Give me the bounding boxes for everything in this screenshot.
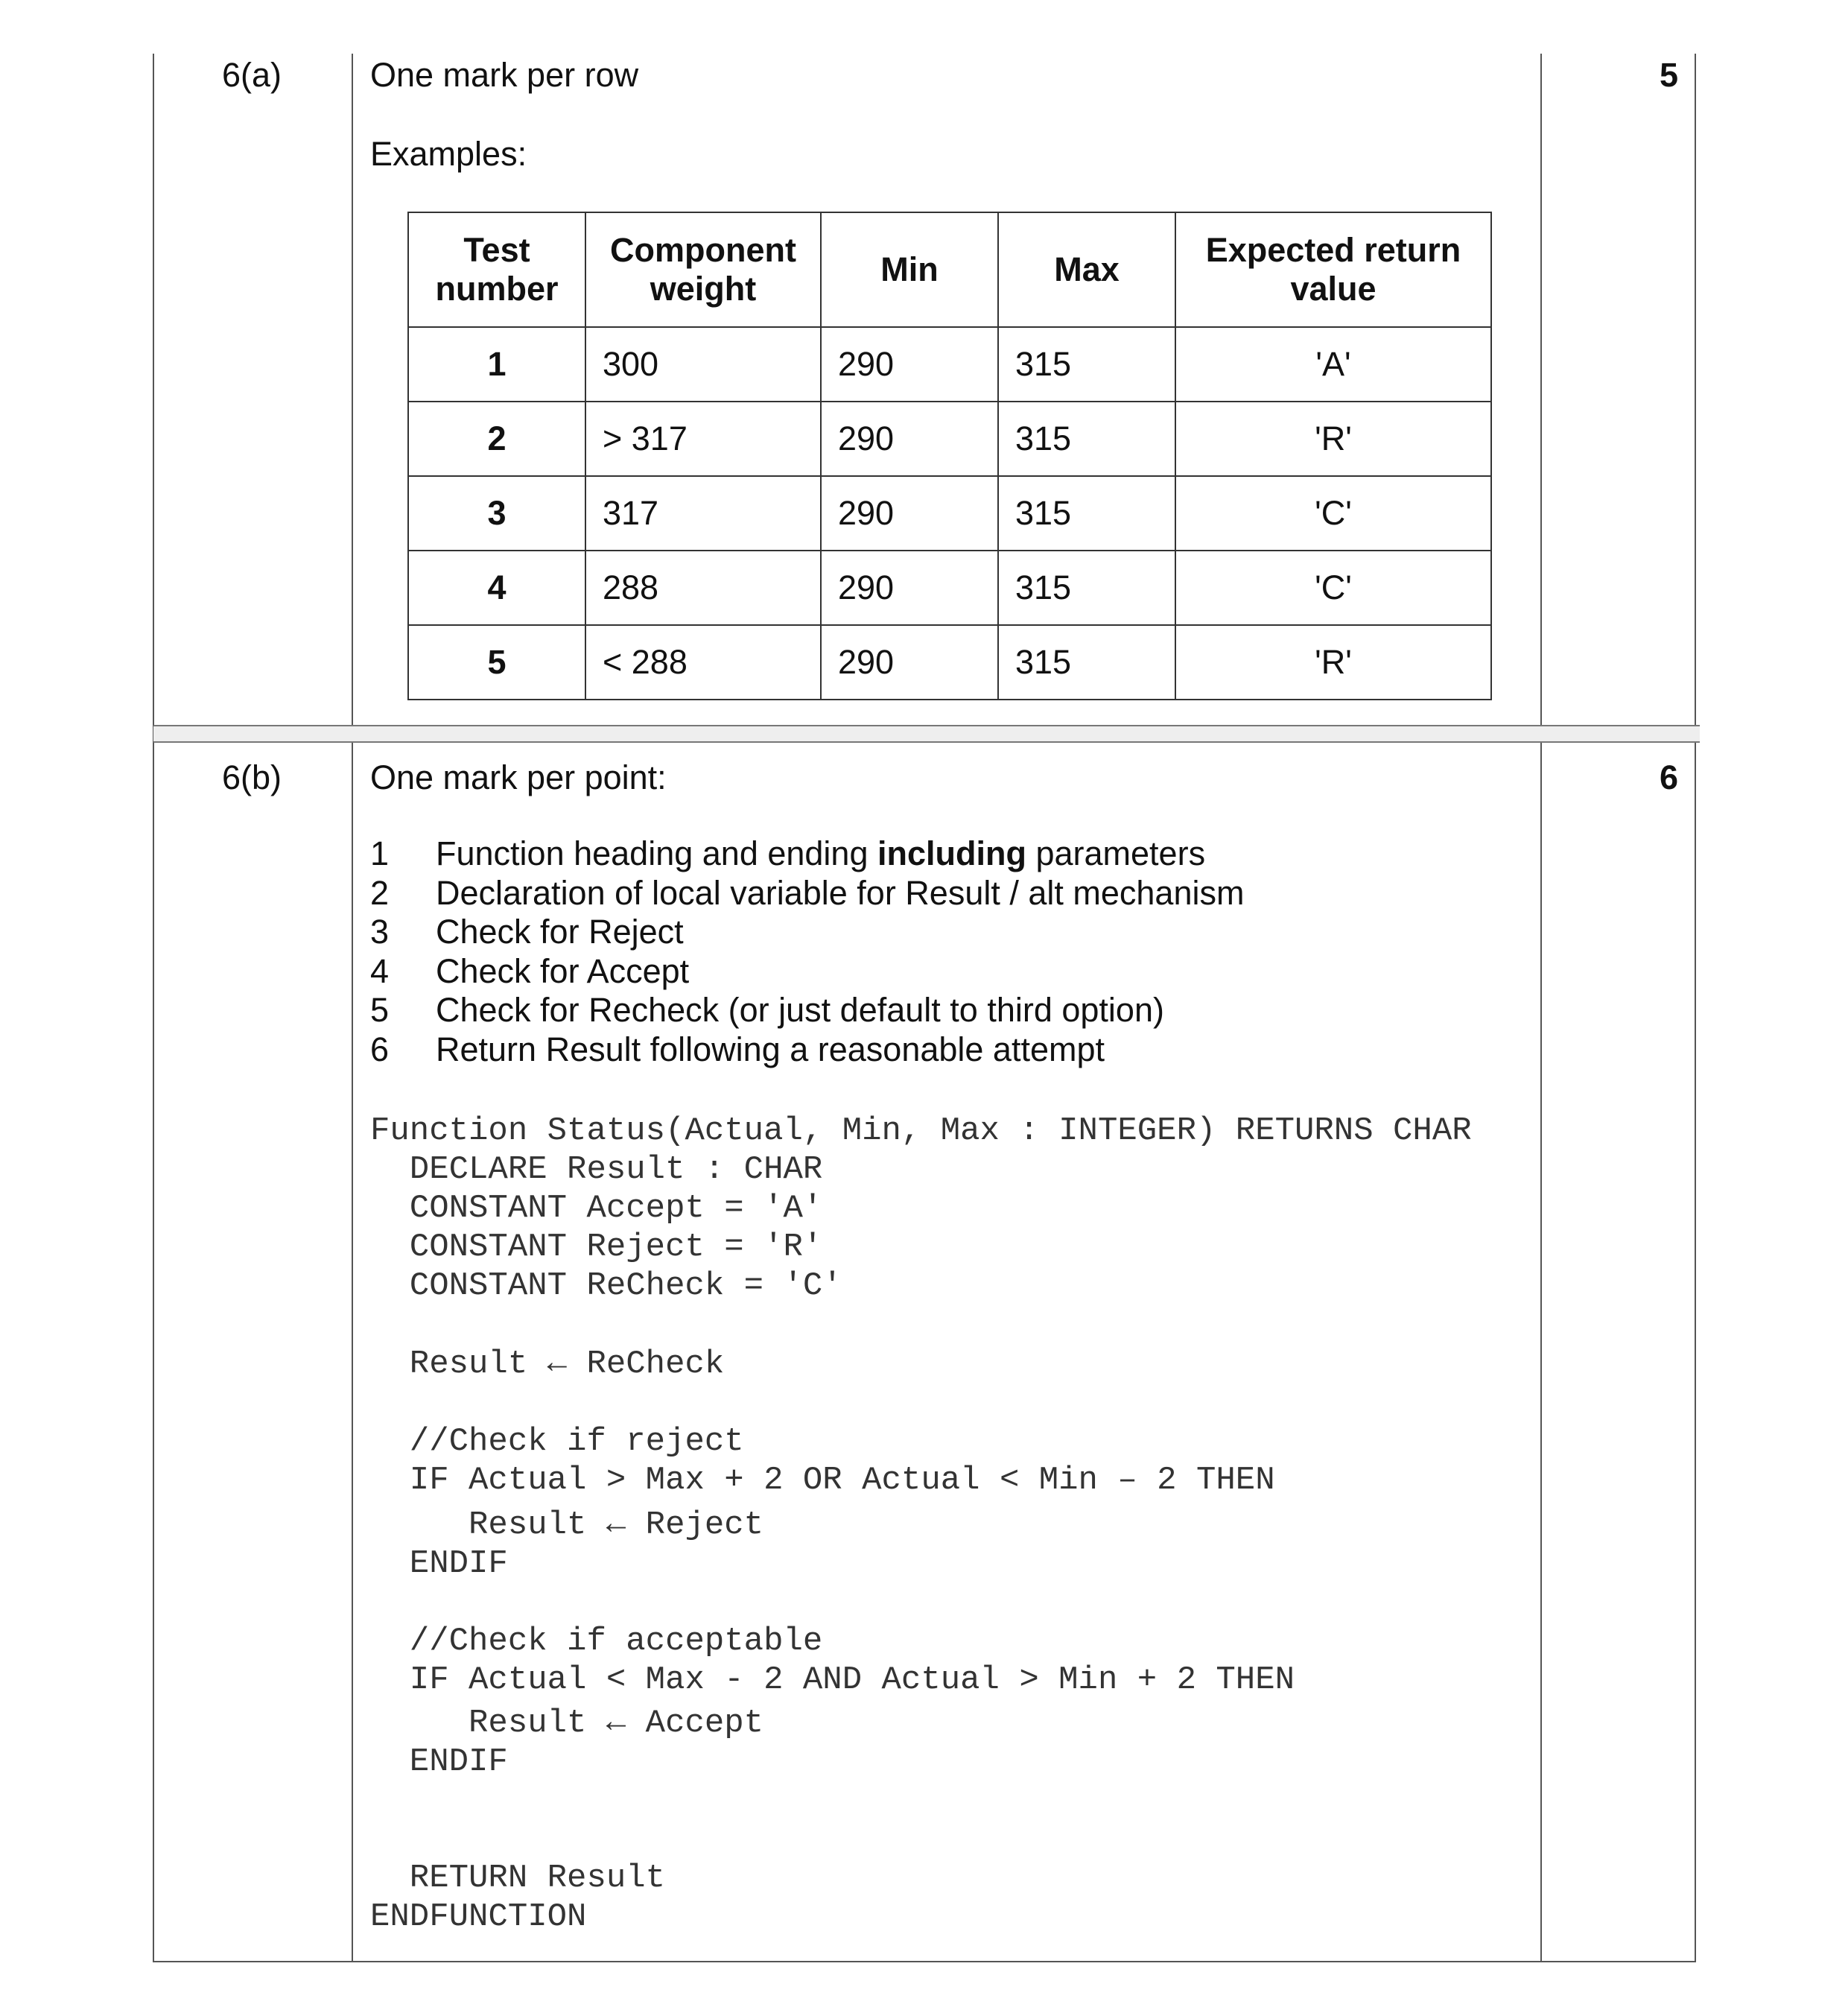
- table-row: [408, 402, 1491, 476]
- marking-points-list: [370, 834, 1244, 1069]
- table-row: [408, 625, 1491, 700]
- cell-min: 290: [821, 402, 998, 476]
- cell-max: 315: [998, 327, 1175, 402]
- code-line: Function Status(Actual, Min, Max : INTEGER) RETURNS CHAR: [370, 1112, 1472, 1150]
- cell-min: 290: [821, 476, 998, 551]
- cell-min: 290: [821, 551, 998, 625]
- code-line: ENDIF: [370, 1545, 508, 1582]
- cell-expected: 'C': [1175, 476, 1491, 551]
- cell-test: 5: [408, 625, 585, 700]
- cell-weight: > 317: [585, 402, 821, 476]
- cell-weight: 317: [585, 476, 821, 551]
- grid-line-right: [1695, 54, 1696, 1962]
- cell-weight: 300: [585, 327, 821, 402]
- list-item: 6 Return Result following a reasonable attempt: [370, 1030, 1105, 1068]
- code-line: CONSTANT Reject = 'R': [370, 1229, 823, 1266]
- list-item: 3 Check for Reject: [370, 913, 684, 951]
- code-line: IF Actual > Max + 2 OR Actual < Min – 2 THEN: [370, 1462, 1275, 1499]
- code-line: //Check if reject: [370, 1423, 744, 1460]
- cell-max: 315: [998, 551, 1175, 625]
- intro-6a: One mark per row: [370, 56, 639, 94]
- header-expected-return-value: Expected return value: [1175, 212, 1491, 327]
- header-component-weight: Component weight: [585, 212, 821, 327]
- question-number-6a: 6(a): [222, 56, 282, 94]
- examples-label: Examples:: [370, 135, 527, 173]
- cell-min: 290: [821, 625, 998, 700]
- list-item: 4 Check for Accept: [370, 951, 690, 990]
- header-max: Max: [998, 212, 1175, 327]
- code-line: ENDIF: [370, 1743, 508, 1781]
- code-line: IF Actual < Max - 2 AND Actual > Min + 2 THEN: [370, 1661, 1295, 1699]
- grid-line-bottom: [153, 1961, 1696, 1962]
- list-item: 1 Function heading and ending including parameters: [370, 834, 1206, 872]
- table-row: [408, 551, 1491, 625]
- cell-max: 315: [998, 402, 1175, 476]
- examples-table: [407, 212, 1492, 700]
- cell-expected: 'C': [1175, 551, 1491, 625]
- grid-line-left: [153, 54, 154, 1962]
- cell-test: 4: [408, 551, 585, 625]
- cell-min: 290: [821, 327, 998, 402]
- table-row: [408, 476, 1491, 551]
- row-separator: [153, 725, 1700, 743]
- cell-test: 2: [408, 402, 585, 476]
- code-line: Result ← Reject: [370, 1506, 764, 1544]
- question-number-6b: 6(b): [222, 758, 282, 796]
- list-item: 2 Declaration of local variable for Result / alt mechanism: [370, 873, 1245, 912]
- marks-6a: 5: [1659, 56, 1678, 94]
- cell-test: 1: [408, 327, 585, 402]
- cell-expected: 'A': [1175, 327, 1491, 402]
- cell-expected: 'R': [1175, 625, 1491, 700]
- cell-test: 3: [408, 476, 585, 551]
- header-min: Min: [821, 212, 998, 327]
- header-test-number: Test number: [408, 212, 585, 327]
- code-line: Result ← ReCheck: [370, 1345, 725, 1383]
- code-line: //Check if acceptable: [370, 1623, 823, 1660]
- cell-max: 315: [998, 476, 1175, 551]
- grid-line-answer: [1540, 54, 1542, 1962]
- cell-weight: 288: [585, 551, 821, 625]
- cell-weight: < 288: [585, 625, 821, 700]
- table-row: [408, 327, 1491, 402]
- code-line: ENDFUNCTION: [370, 1898, 587, 1936]
- marks-6b: 6: [1659, 758, 1678, 796]
- list-item: 5 Check for Recheck (or just default to third option): [370, 991, 1164, 1029]
- grid-line-question: [352, 54, 353, 1962]
- cell-max: 315: [998, 625, 1175, 700]
- code-line: RETURN Result: [370, 1860, 666, 1897]
- cell-expected: 'R': [1175, 402, 1491, 476]
- intro-6b: One mark per point:: [370, 758, 667, 796]
- code-line: Result ← Accept: [370, 1705, 764, 1742]
- code-line: CONSTANT ReCheck = 'C': [370, 1267, 842, 1305]
- code-line: CONSTANT Accept = 'A': [370, 1190, 823, 1227]
- code-line: DECLARE Result : CHAR: [370, 1151, 823, 1188]
- table-header-row: [408, 212, 1491, 327]
